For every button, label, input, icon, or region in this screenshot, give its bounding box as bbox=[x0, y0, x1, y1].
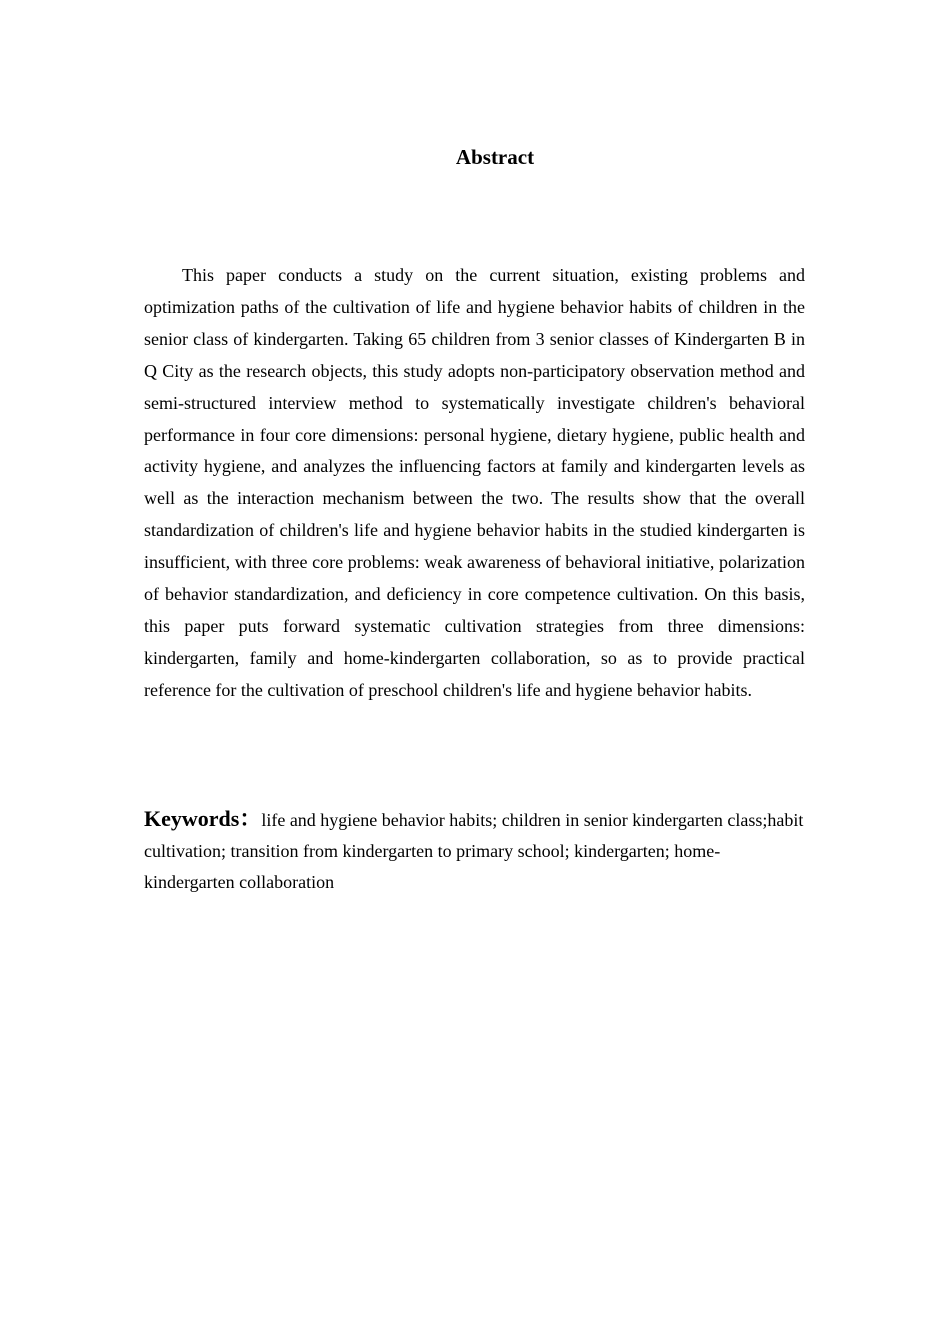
keywords-text: life and hygiene behavior habits; children in senior kindergarten class;habit cultivation; transition from kindergarten to primary school; kindergarten; home-kindergarten collaboration bbox=[144, 810, 804, 892]
keywords-label: Keywords： bbox=[144, 806, 262, 831]
keywords-section bbox=[144, 803, 805, 898]
abstract-title: Abstract bbox=[455, 145, 535, 169]
abstract-body: This paper conducts a study on the current situation, existing problems and optimization paths of the cultivation of life and hygiene behavior habits of children in the senior class of kindergarten. Taking 65 children from 3 senior classes of Kindergarten B in Q City as the research objects, this study adopts non-participatory observation method and semi-structured interview method to systematically investigate children's behavioral performance in four core dimensions: personal hygiene, dietary hygiene, public health and activity hygiene, and analyzes the influencing factors at family and kindergarten levels as well as the interaction mechanism between the two. The results show that the overall standardization of children's life and hygiene behavior habits in the studied kindergarten is insufficient, with three core problems: weak awareness of behavioral initiative, polarization of behavior standardization, and deficiency in core competence cultivation. On this basis, this paper puts forward systematic cultivation strategies from three dimensions: kindergarten, family and home-kindergarten collaboration, so as to provide practical reference for the cultivation of preschool children's life and hygiene behavior habits. bbox=[144, 265, 805, 700]
